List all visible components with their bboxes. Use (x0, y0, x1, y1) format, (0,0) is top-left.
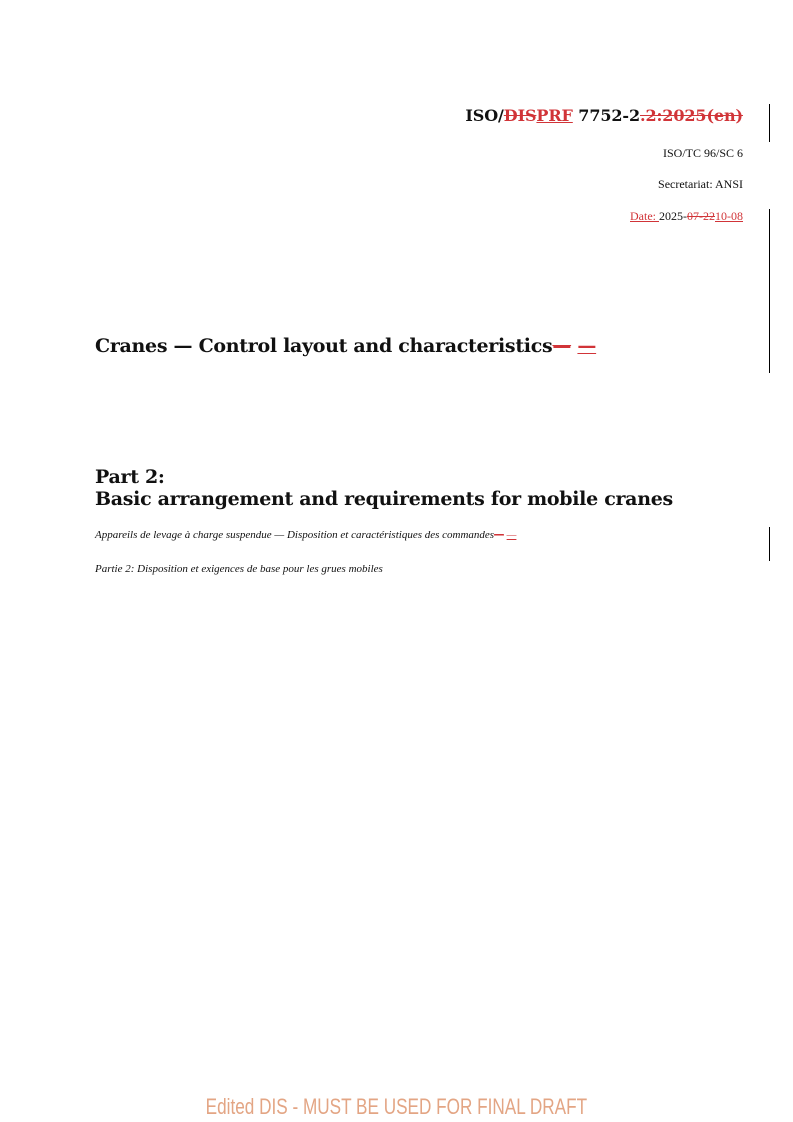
document-number (465, 106, 743, 125)
title-main: Cranes — Control layout and characteristics (95, 335, 553, 357)
watermark: Edited DIS - MUST BE USED FOR FINAL DRAFT (205, 1094, 588, 1119)
part-subtitle: Basic arrangement and requirements for mobile cranes (95, 488, 673, 510)
date-label: Date: (630, 209, 659, 223)
secretariat: Secretariat: ANSI (658, 177, 743, 191)
doc-number: 7752-2 (572, 106, 640, 125)
french-title-main: Appareils de levage à charge suspendue — Disposition et caractéristiques des commandes (95, 529, 495, 541)
change-bar (769, 209, 770, 373)
inserted-dash: — (577, 335, 597, 357)
french-part-title: Partie 2: Disposition et exigences de base pour les grues mobiles (95, 563, 383, 575)
deleted-suffix: .2:2025(en) (640, 106, 743, 125)
document-date (630, 209, 743, 224)
deleted-dash: — (494, 529, 504, 541)
deleted-stage: DIS (503, 106, 537, 125)
document-title (95, 335, 596, 357)
part-label: Part 2: (95, 466, 165, 488)
inserted-stage: PRF (536, 106, 573, 125)
inserted-date: 10-08 (715, 209, 743, 223)
deleted-dash: — (552, 335, 572, 357)
date-year: 2025- (659, 209, 687, 223)
inserted-dash: — (506, 529, 517, 541)
french-title (95, 529, 516, 541)
change-bar (769, 104, 770, 142)
committee: ISO/TC 96/SC 6 (662, 146, 743, 160)
change-bar (769, 527, 770, 561)
part-title (95, 466, 673, 510)
doc-number-prefix: ISO/ (465, 106, 504, 125)
deleted-date: 07-22 (687, 209, 715, 223)
